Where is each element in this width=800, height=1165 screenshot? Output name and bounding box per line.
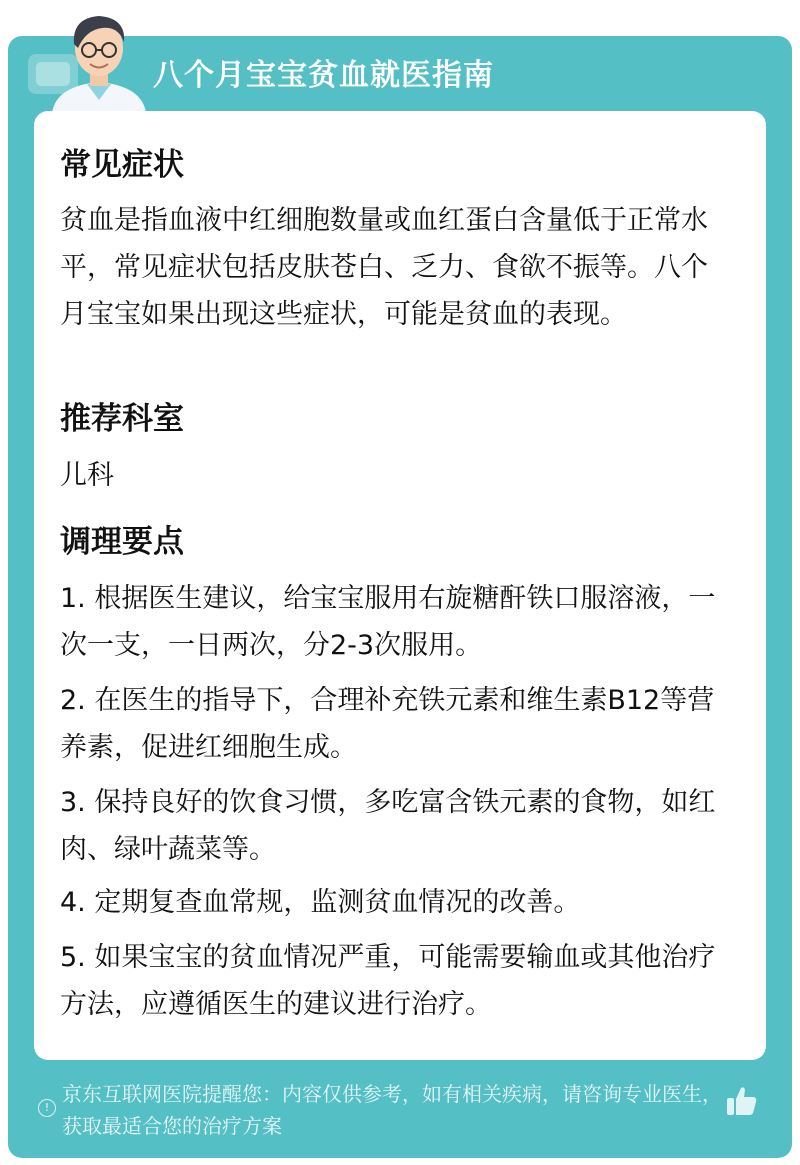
care-item-1: 1. 根据医生建议，给宝宝服用右旋糖酐铁口服溶液，一次一支，一日两次，分2-3次服用。 xyxy=(60,583,716,661)
thumbs-up-icon[interactable] xyxy=(724,1083,760,1119)
care-item-2: 2. 在医生的指导下，合理补充铁元素和维生素B12等营养素，促进红细胞生成。 xyxy=(60,685,715,763)
care-title: 调理要点 xyxy=(60,524,184,560)
symptoms-title: 常见症状 xyxy=(60,147,184,183)
care-item-3: 3. 保持良好的饮食习惯，多吃富含铁元素的食物，如红肉、绿叶蔬菜等。 xyxy=(60,787,716,865)
symptoms-text: 贫血是指血液中红细胞数量或血红蛋白含量低于正常水平，常见症状包括皮肤苍白、乏力、食欲不振等。八个月宝宝如果出现这些症状，可能是贫血的表现。 xyxy=(60,205,708,330)
care-item-5: 5. 如果宝宝的贫血情况严重，可能需要输血或其他治疗方法，应遵循医生的建议进行治疗。 xyxy=(60,942,716,1020)
department-text: 儿科 xyxy=(60,460,114,491)
content-card xyxy=(34,111,766,1060)
care-item-4: 4. 定期复查血常规，监测贫血情况的改善。 xyxy=(60,887,581,918)
doctor-avatar-icon xyxy=(44,8,154,113)
info-icon: ! xyxy=(38,1099,56,1117)
footer-disclaimer: 京东互联网医院提醒您：内容仅供参考，如有相关疾病，请咨询专业医生，获取最适合您的治疗方案 xyxy=(62,1082,722,1138)
department-title: 推荐科室 xyxy=(60,401,184,437)
page-title: 八个月宝宝贫血就医指南 xyxy=(153,58,494,93)
